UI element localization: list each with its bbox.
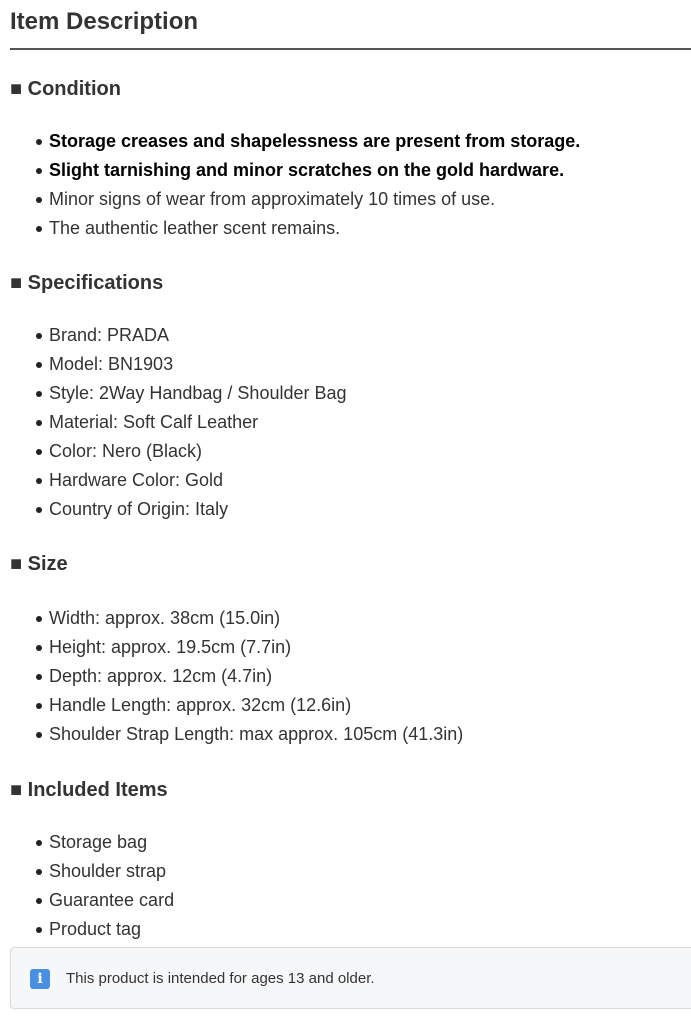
list-item: Hardware Color: Gold [49,466,691,495]
list-item: Width: approx. 38cm (15.0in) [49,604,691,633]
list-item: Storage bag [49,828,691,857]
condition-list [10,127,691,243]
item-description [10,0,691,944]
list-item: Color: Nero (Black) [49,437,691,466]
size-heading: ■ Size [10,553,68,575]
list-item: Depth: approx. 12cm (4.7in) [49,662,691,691]
list-item: Guarantee card [49,886,691,915]
list-item: Shoulder Strap Length: max approx. 105cm (41.3in) [49,720,691,749]
list-item: The authentic leather scent remains. [49,214,691,243]
specifications-heading: ■ Specifications [10,272,164,294]
age-notice [10,947,691,1009]
page-title: Item Description [10,0,691,50]
info-icon: i [30,969,50,989]
specifications-list [10,321,691,524]
included-items-heading: ■ Included Items [10,779,168,801]
condition-heading: ■ Condition [10,78,121,100]
list-item: Shoulder strap [49,857,691,886]
size-list [10,604,691,749]
list-item: Brand: PRADA [49,321,691,350]
list-item: Handle Length: approx. 32cm (12.6in) [49,691,691,720]
included-items-list [10,828,691,944]
list-item: Material: Soft Calf Leather [49,408,691,437]
list-item: Height: approx. 19.5cm (7.7in) [49,633,691,662]
list-item: Slight tarnishing and minor scratches on the gold hardware. [49,156,691,185]
notice-text: This product is intended for ages 13 and older. [66,970,375,987]
list-item: Storage creases and shapelessness are present from storage. [49,127,691,156]
list-item: Country of Origin: Italy [49,495,691,524]
list-item: Minor signs of wear from approximately 10 times of use. [49,185,691,214]
list-item: Style: 2Way Handbag / Shoulder Bag [49,379,691,408]
list-item: Product tag [49,915,691,944]
list-item: Model: BN1903 [49,350,691,379]
